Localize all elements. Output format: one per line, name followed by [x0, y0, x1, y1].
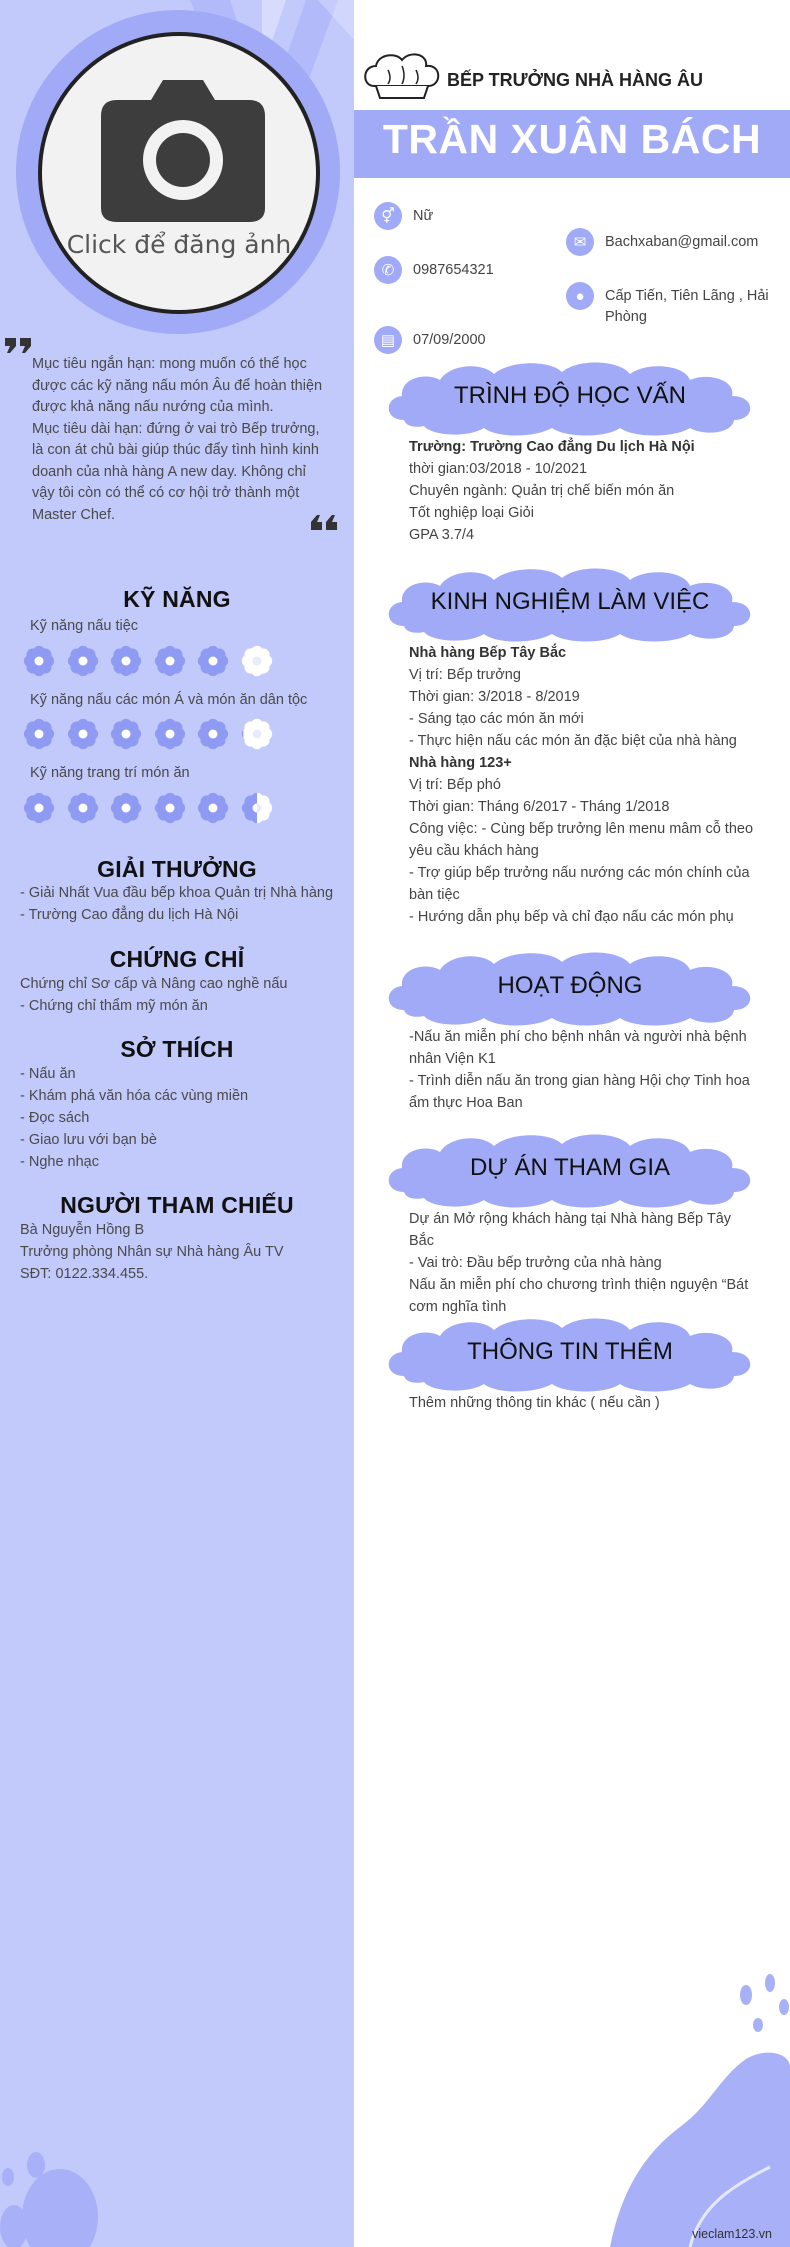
- school-name: Trường: Trường Cao đẳng Du lịch Hà Nội: [409, 439, 695, 455]
- list-item: Tốt nghiệp loại Giỏi: [409, 505, 534, 521]
- cake-icon: ▤: [374, 326, 402, 354]
- list-item: Vị trí: Bếp trưởng: [409, 667, 521, 683]
- photo-upload[interactable]: [38, 32, 320, 314]
- hobbies-list: [20, 1063, 340, 1173]
- rating-flower-icon: [109, 717, 143, 751]
- phone-icon: ✆: [374, 256, 402, 284]
- more-info-title: THÔNG TIN THÊM: [467, 1338, 673, 1365]
- awards-list: [20, 882, 340, 926]
- gender-icon: ⚥: [374, 202, 402, 230]
- projects-header: [384, 1132, 756, 1208]
- experience-body: [409, 642, 759, 928]
- rating-flower-icon: [240, 791, 274, 825]
- birthday-value: 07/09/2000: [413, 332, 486, 348]
- rating-flower-icon: [153, 791, 187, 825]
- list-item: - Chứng chỉ thẩm mỹ món ăn: [20, 998, 208, 1014]
- list-item: - Khám phá văn hóa các vùng miền: [20, 1088, 249, 1104]
- list-item: Công việc: - Cùng bếp trưởng lên menu mâm cỗ theo yêu cầu khách hàng: [409, 821, 754, 859]
- contact-gender: [374, 206, 433, 230]
- list-item: - Trường Cao đẳng du lịch Hà Nội: [20, 907, 239, 923]
- education-body: [409, 436, 759, 546]
- list-item: - Nấu ăn: [20, 1066, 76, 1082]
- photo-upload-label: Click để đăng ảnh: [66, 230, 292, 259]
- career-objective: [32, 354, 328, 526]
- footer-brand: vieclam123.vn: [692, 2227, 772, 2241]
- activities-body: [409, 1026, 759, 1114]
- list-item: Thời gian: 3/2018 - 8/2019: [409, 689, 580, 705]
- gender-value: Nữ: [413, 208, 434, 224]
- chef-hat-icon: [362, 52, 442, 102]
- location-icon: ●: [566, 282, 594, 310]
- candidate-name: TRẦN XUÂN BÁCH: [382, 116, 762, 162]
- rating-flower-icon: [196, 644, 230, 678]
- skill-rating: [22, 791, 283, 825]
- rating-flower-icon: [153, 717, 187, 751]
- objective-long-term: Mục tiêu dài hạn: đứng ở vai trò Bếp trưởng, là con át chủ bài giúp thúc đẩy tình hình kinh doanh của nhà hàng A new day. Không chỉ vậy tôi còn có thể có cơ hội trở thành một Master Chef.: [32, 420, 320, 523]
- address-value: Cấp Tiến, Tiên Lãng , Hải Phòng: [605, 288, 769, 325]
- activities-header: [384, 950, 756, 1026]
- education-title: TRÌNH ĐỘ HỌC VẤN: [453, 382, 686, 409]
- rating-flower-icon: [196, 791, 230, 825]
- list-item: - Sáng tạo các món ăn mới: [409, 711, 584, 727]
- rating-flower-icon: [66, 644, 100, 678]
- contact-email: [566, 232, 758, 256]
- awards-title: GIẢI THƯỞNG: [97, 856, 257, 882]
- quote-close-icon: [308, 514, 338, 532]
- skill-label: Kỹ năng trang trí món ăn: [30, 765, 190, 781]
- company-name: Nhà hàng Bếp Tây Bắc: [409, 645, 567, 661]
- list-item: SĐT: 0122.334.455.: [20, 1266, 149, 1282]
- list-item: - Giao lưu với bạn bè: [20, 1132, 157, 1148]
- references-title: NGƯỜI THAM CHIẾU: [60, 1192, 294, 1218]
- list-item: -Nấu ăn miễn phí cho bệnh nhân và người nhà bệnh nhân Viện K1: [409, 1029, 747, 1067]
- list-item: Chuyên ngành: Quản trị chế biến món ăn: [409, 483, 675, 499]
- contact-phone: [374, 260, 494, 284]
- rating-flower-icon: [22, 644, 56, 678]
- objective-short-term: Mục tiêu ngắn hạn: mong muốn có thể học được các kỹ năng nấu món Âu để hoàn thiện được khả năng nấu nướng của mình.: [32, 356, 323, 415]
- decorative-blob: [0, 2107, 140, 2247]
- list-item: Trưởng phòng Nhân sự Nhà hàng Âu TV: [20, 1244, 284, 1260]
- list-item: thời gian:03/2018 - 10/2021: [409, 461, 588, 477]
- rating-flower-icon: [196, 717, 230, 751]
- hobbies-title: SỞ THÍCH: [120, 1036, 234, 1062]
- rating-flower-icon: [240, 717, 274, 751]
- decorative-blob: [570, 1967, 790, 2247]
- activities-title: HOẠT ĐỘNG: [497, 972, 643, 999]
- skill-label: Kỹ năng nấu các món Á và món ăn dân tộc: [30, 692, 308, 708]
- certificates-list: [20, 973, 340, 1017]
- right-column: [354, 0, 790, 2247]
- rating-flower-icon: [66, 791, 100, 825]
- skill-rating: [22, 644, 283, 678]
- list-item: Thêm những thông tin khác ( nếu cần ): [409, 1395, 660, 1411]
- rating-flower-icon: [109, 644, 143, 678]
- list-item: - Thực hiện nấu các món ăn đặc biệt của nhà hàng: [409, 733, 737, 749]
- email-value: Bachxaban@gmail.com: [605, 234, 759, 250]
- list-item: - Trợ giúp bếp trưởng nấu nướng các món chính của bàn tiệc: [409, 865, 750, 903]
- rating-flower-icon: [22, 791, 56, 825]
- contact-birthday: [374, 330, 486, 354]
- list-item: - Vai trò: Đầu bếp trưởng của nhà hàng: [409, 1255, 662, 1271]
- job-title: BẾP TRƯỞNG NHÀ HÀNG ÂU: [447, 70, 703, 90]
- rating-flower-icon: [153, 644, 187, 678]
- skill-rating: [22, 717, 283, 751]
- left-column: [0, 0, 354, 2247]
- experience-title: KINH NGHIỆM LÀM VIỆC: [430, 588, 710, 615]
- quote-open-icon: [4, 336, 34, 354]
- projects-title: DỰ ÁN THAM GIA: [469, 1154, 671, 1181]
- list-item: Thời gian: Tháng 6/2017 - Tháng 1/2018: [409, 799, 670, 815]
- skills-title: KỸ NĂNG: [123, 586, 231, 612]
- more-info-header: [384, 1316, 756, 1392]
- list-item: - Đọc sách: [20, 1110, 90, 1126]
- more-info-body: [409, 1392, 759, 1414]
- list-item: - Nghe nhạc: [20, 1154, 99, 1170]
- list-item: - Hướng dẫn phụ bếp và chỉ đạo nấu các món phụ: [409, 909, 734, 925]
- rating-flower-icon: [109, 791, 143, 825]
- company-name: Nhà hàng 123+: [409, 755, 512, 771]
- list-item: Vị trí: Bếp phó: [409, 777, 501, 793]
- list-item: Dự án Mở rộng khách hàng tại Nhà hàng Bếp Tây Bắc: [409, 1211, 732, 1249]
- phone-value: 0987654321: [413, 262, 494, 278]
- projects-body: [409, 1208, 759, 1318]
- contact-address: [566, 286, 776, 328]
- list-item: - Giải Nhất Vua đầu bếp khoa Quản trị Nhà hàng: [20, 885, 334, 901]
- experience-header: [384, 566, 756, 642]
- rating-flower-icon: [240, 644, 274, 678]
- list-item: Chứng chỉ Sơ cấp và Nâng cao nghề nấu: [20, 976, 288, 992]
- list-item: Bà Nguyễn Hồng B: [20, 1222, 145, 1238]
- education-header: [384, 360, 756, 436]
- certificates-title: CHỨNG CHỈ: [109, 946, 245, 972]
- camera-icon: [99, 78, 267, 224]
- list-item: Nấu ăn miễn phí cho chương trình thiện nguyện “Bát cơm nghĩa tình: [409, 1277, 749, 1315]
- skill-label: Kỹ năng nấu tiệc: [30, 618, 139, 634]
- mail-icon: ✉: [566, 228, 594, 256]
- rating-flower-icon: [22, 717, 56, 751]
- references-list: [20, 1219, 340, 1285]
- rating-flower-icon: [66, 717, 100, 751]
- list-item: - Trình diễn nấu ăn trong gian hàng Hội chợ Tinh hoa ẩm thực Hoa Ban: [409, 1073, 750, 1111]
- list-item: GPA 3.7/4: [409, 527, 475, 543]
